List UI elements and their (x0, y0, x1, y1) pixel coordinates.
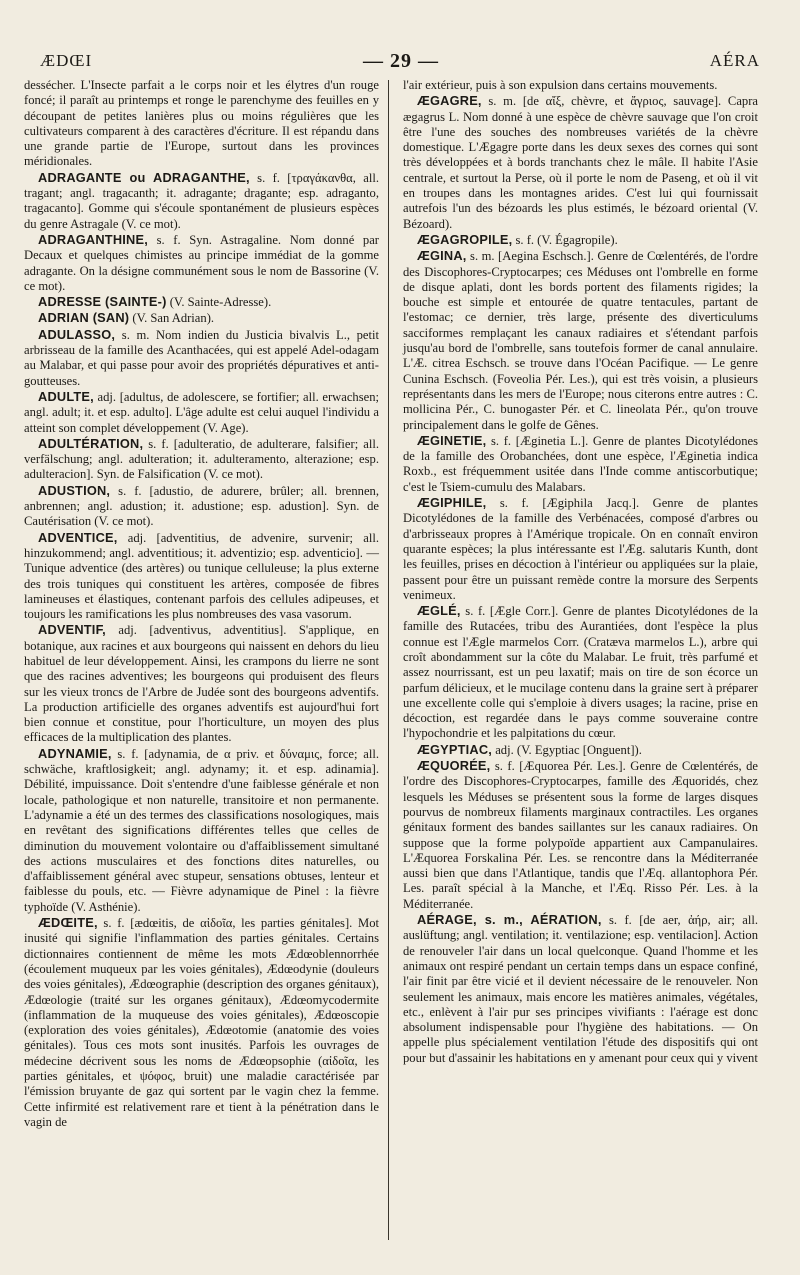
entry-headword: ADRIAN (SAN) (38, 310, 130, 326)
dictionary-entry (24, 483, 379, 530)
dictionary-entry (24, 746, 379, 915)
right-column (403, 78, 758, 1066)
dictionary-entry (403, 603, 758, 742)
entry-text: s. f. [Æginetia L.]. Genre de plantes Dicotylédones de la famille des Orobanchées, dont une espèce, l'Æginetia indica Roxb., est fréquemment usitée dans l'Inde comme antiscorbutique; c'est le Tsiem-cumulu des Malabars. (403, 433, 758, 494)
entry-headword: ADULTE, (38, 388, 94, 404)
dictionary-entry (24, 310, 379, 326)
entry-headword: ÆGAGROPILE, (417, 231, 513, 247)
entry-text: adj. (V. Egyptiac [Onguent]). (492, 742, 642, 757)
entry-headword: ADRAGANTE ou ADRAGANTHE, (38, 169, 250, 185)
entry-text: adj. [adultus, de adolescere, se fortifier; all. erwachsen; angl. adult; it. et esp. adulto]. L'âge adulte est celui auquel l'individu a atteint son complet développement (V. Age). (24, 389, 379, 435)
dictionary-entry (403, 758, 758, 912)
page-header (40, 44, 760, 78)
dictionary-entry (24, 530, 379, 623)
page-number: — 29 — (362, 49, 439, 72)
dictionary-entry (24, 170, 379, 232)
dictionary-entry (24, 327, 379, 389)
entry-text: s. f. [adulteratio, de adulterare, falsifier; all. verfälschung; angl. adulteration; it. adulteramento, alterazione; esp. adulteracion]. Syn. de Falsification (V. ce mot). (24, 436, 379, 482)
entry-headword: ADUSTION, (38, 482, 111, 498)
entry-headword: AÉRAGE, s. m., AÉRATION, (417, 912, 602, 928)
dictionary-entry (403, 78, 758, 93)
entry-headword: ADVENTICE, (38, 529, 118, 545)
dictionary-entry (24, 436, 379, 483)
entry-text: adj. [adventivus, adventitius]. S'applique, en botanique, aux racines et aux bourgeons qui naissent en dehors du lieu habituel de leur développement. Ainsi, les crampons du lierre ne sont que des racines adventives; les bourgeons qui produisent des fleurs sur les vieux troncs de l'Arbre de Judée sont des bourgeons adventifs. La production artificielle des organes adventifs est aujourd'hui fort bien connue et constitue, pour l'horticulture, un moyen des plus efficaces de la multiplication des plantes. (24, 623, 379, 745)
running-head-left: ÆDŒI (40, 51, 93, 70)
entry-headword: ÆGAGRE, (417, 93, 482, 109)
dictionary-entry (24, 294, 379, 310)
entry-headword: ÆGINETIE, (417, 432, 487, 448)
dictionary-entry (403, 742, 758, 758)
entry-text: adj. [adventitius, de advenire, survenir; all. hinzukommend; angl. adventitious; it. adventizio; esp. adventicio]. — Tunique adventice (des artères) ou tunique celluleuse; la plus externe des trois tuniques qui constituent les artères, composée de fibres lamineuses et élastiques, contenant parfois des cellules adipeuses, et toujours les ramifications les plus nombreuses des vasa vasorum. (24, 530, 379, 622)
entry-headword: ADVENTIF, (38, 622, 106, 638)
dictionary-entry (403, 248, 758, 433)
entry-text: s. f. [Ægle Corr.]. Genre de plantes Dicotylédones de la famille des Rutacées, tribu des Aurantiées, dont l'espèce la plus connue est l'Ægle marmelos Corr. (Cratæva marmelos L.), arbre qui croît abondamment sur la côte du Malabar. Le fruit, très parfumé et assez nourrissant, est un peu laxatif; mais on tire de son écorce un parfum délicieux, et le mucilage contenu dans la graine sert à préparer une excellente colle qui s'emploie à divers usages; la racine, prise en décoction, est regardée dans le pays comme souveraine contre l'hypochondrie et les palpitations du cœur. (403, 604, 758, 741)
dictionary-entry (24, 915, 379, 1130)
running-head-right: AÉRA (709, 51, 760, 70)
entry-text: s. m. Nom indien du Justicia bivalvis L., petit arbrisseau de la famille des Acanthacées, qui est appelé Adel-odagam au Malabar, et qui passe pour avoir des propriétés dépuratives et anti-goutteuses. (24, 327, 379, 388)
entry-text: s. m. [Aegina Eschsch.]. Genre de Cœlentérés, de l'ordre des Discophores-Cryptocarpes; ces Méduses ont l'ombrelle en forme de disque aplati, dont les bords portent des filaments rigides; la bouche est simple et entourée de quatre tentacules, partant de l'estomac; ce dernier, très large, présente des diverticulums sacciformes remplaçant les canaux radiaires et s'étendant parfois jusqu'au bord de l'ombrelle, sans toutefois former de canal annulaire. L'Æ. citrea Eschsch. se trouve dans l'Océan Pacifique. — Le genre Cunina Eschsch. (Foveolia Pér. Les.), qui est très voisin, a plusieurs représentants dans les mers de l'Europe; nous citerons entre autres : C. mollicina Pér., C. bunogaster Pér. et C. lineolata Pér., qu'on trouve principalement dans le golfe de Gênes. (403, 249, 758, 432)
entry-text: s. f. (V. Égagropile). (512, 232, 618, 247)
dictionary-entry (403, 912, 758, 1066)
entry-text: (V. San Adrian). (129, 311, 215, 326)
entry-headword: ADYNAMIE, (38, 745, 112, 761)
entry-headword: ADRAGANTHINE, (38, 231, 148, 247)
entry-headword: ADULTÉRATION, (38, 435, 144, 451)
dictionary-entry (403, 433, 758, 495)
entry-text: s. f. [adustio, de adurere, brûler; all. brennen, anbrennen; angl. adustion; it. adustione; esp. adustion]. Syn. de Cautérisation (V. ce mot). (24, 483, 379, 529)
entry-text: s. f. [Æquorea Pér. Les.]. Genre de Cœlentérés, de l'ordre des Discophores-Cryptocarpes, famille des Æquoridés, chez lesquels les Méduses se présentent sous la forme de larges disques pourvus de nombreux filaments marginaux contractiles. Les organes génitaux forment des bandes saillantes sur les canaux radiaires. On suppose que la forme polypoïde appartient aux Campanulaires. L'Æquorea Forskalina Pér. Les. se rencontre dans la Méditerranée aussi bien que dans l'Atlantique, tandis que l'Æq. allantophora Pér. Les. paraît spécial à la Manche, et l'Æq. Risso Pér. Les. à la Méditerranée. (403, 759, 758, 911)
left-column (24, 78, 379, 1130)
dictionary-entry (24, 232, 379, 294)
entry-text: s. f. Syn. Astragaline. Nom donné par Decaux et quelques chimistes au principe immédiat de la gomme adragante. On la désigne communément sous le nom de Bassorine (V. ce mot). (24, 232, 379, 293)
column-divider (388, 80, 389, 1240)
entry-text: s. f. [de aer, ἀήρ, air; all. auslüftung; angl. ventilation; it. ventilazione; esp. ventilacion]. Action de renouveler l'air dans un local quelconque. Quand l'homme et les animaux ont respiré pendant un certain temps dans un espace confiné, l'air finit par être vicié et il devient nécessaire de le renouveler. Non seulement les animaux, mais encore les matières animales, végétales, etc., enlèvent à l'air pur ses principes vivifiants : l'aérage est donc absolument indispensable pour l'hygiène des habitations. — On appelle plus spécialement ventilation l'étude des dispositifs qui ont pour but d'assainir les habitations en y amenant pour ceux qui y vivent (403, 913, 758, 1065)
entry-text: l'air extérieur, puis à son expulsion dans certains mouvements. (403, 78, 718, 92)
entry-headword: ADRESSE (SAINTE-) (38, 294, 167, 310)
entry-text: s. f. [Ægiphila Jacq.]. Genre de plantes Dicotylédones de la famille des Verbénacées, composé d'arbres ou d'arbrisseaux propres à l'Amérique tropicale. On en connaît environ quarante espèces; la plus intéressante est l'Æg. salutaris Kunth, dont les feuilles, prises en décoction à l'intérieur ou appliquées sur la plaie, passent pour être un puissant remède contre la morsure des Serpents venimeux. (403, 496, 758, 602)
entry-headword: ÆGINA, (417, 248, 467, 264)
entry-headword: ÆGIPHILE, (417, 495, 487, 511)
entry-headword: ÆGLÉ, (417, 603, 461, 619)
entry-text: dessécher. L'Insecte parfait a le corps noir et les élytres d'un rouge foncé; il paraît au printemps et ronge le parenchyme des feuilles en y découpant de petites lanières plus ou moins régulières que les cultivateurs comparent à des caractères d'écriture. Il est répandu dans une grande partie de l'Europe, surtout dans les provinces méridionales. (24, 78, 379, 169)
entry-headword: ADULASSO, (38, 326, 116, 342)
dictionary-entry (24, 389, 379, 436)
dictionary-entry (24, 622, 379, 745)
entry-headword: ÆGYPTIAC, (417, 741, 493, 757)
dictionary-entry (24, 78, 379, 170)
dictionary-entry (403, 495, 758, 603)
entry-headword: ÆQUORÉE, (417, 758, 491, 774)
entry-text: s. m. [de αἴξ, chèvre, et ἄγριος, sauvage]. Capra ægagrus L. Nom donné à une espèce de chèvre sauvage que l'on croit être l'une des souches des nombreuses variétés de la chèvre domestique. L'Ægagre porte dans les deux sexes des cornes qui sont très développées et à bords tranchants chez le mâle. Il habite l'Asie centrale, et surtout la Perse, où il porte le nom de Paseng, et où il vit en troupes dans les montagnes arides. C'est lui qui fournissait autrefois l'un des bézoards les plus estimés, le bézoard oriental (V. Bézoard). (403, 94, 758, 231)
dictionary-entry (403, 232, 758, 248)
entry-text: s. f. [τραγάκανθα, all. tragant; angl. tragacanth; it. adragante; dragante; esp. adraganto, tragacanto]. Gomme qui s'écoule spontanément de plusieurs espèces du genre Astragale (V. ce mot). (24, 170, 379, 231)
entry-text: (V. Sainte-Adresse). (166, 295, 272, 310)
dictionary-entry (403, 93, 758, 232)
entry-headword: ÆDŒITE, (38, 915, 98, 931)
entry-text: s. f. [adynamia, de α priv. et δύναμις, force; all. schwäche, kraftlosigkeit; angl. adynamy; it. et esp. adinamia]. Débilité, impuissance. Doit s'entendre d'une faiblesse générale et non locale, pathologique et non naturelle, transitoire et non permanente. L'adynamie a été un des termes des classifications nosologiques, mais en revêtant des significations différentes telles que celles de diminution du mouvement volontaire ou d'affaiblissement simultané des actions musculaires et des fonctions dites naturelles, ou d'affaiblissement général avec stupeur, sensations obtuses, lenteur et faiblesse du pouls, etc. — Fièvre adynamique de Pinel : la fièvre typhoïde (V. Asthénie). (24, 746, 379, 914)
entry-text: s. f. [ædœitis, de αἰδοῖα, les parties génitales]. Mot inusité qui signifie l'inflammation des parties génitales. Certains dictionnaires contiennent de même les mots Ædœoblennorrhée (écoulement muqueux par les voies génitales), Ædœodynie (douleurs des voies génitales), Ædœographie (description des organes génitaux), Ædœologie (traité sur les organes génitaux), Ædœomycodermite (inflammation de la muqueuse des voies génitales), Ædœoscopie (exploration des voies génitales), Ædœotomie (anatomie des voies génitales). Tous ces mots sont inusités. Parfois les ouvrages de médecine décrivent sous les noms de Ædœopsophie (αἰδοῖα, les parties génitales, et ψόφος, bruit) une maladie caractérisée par l'émission bruyante de gaz qui sortent par le vagin chez la femme. Cette infirmité est relativement rare et tient à la pénétration dans le vagin de (24, 916, 379, 1129)
